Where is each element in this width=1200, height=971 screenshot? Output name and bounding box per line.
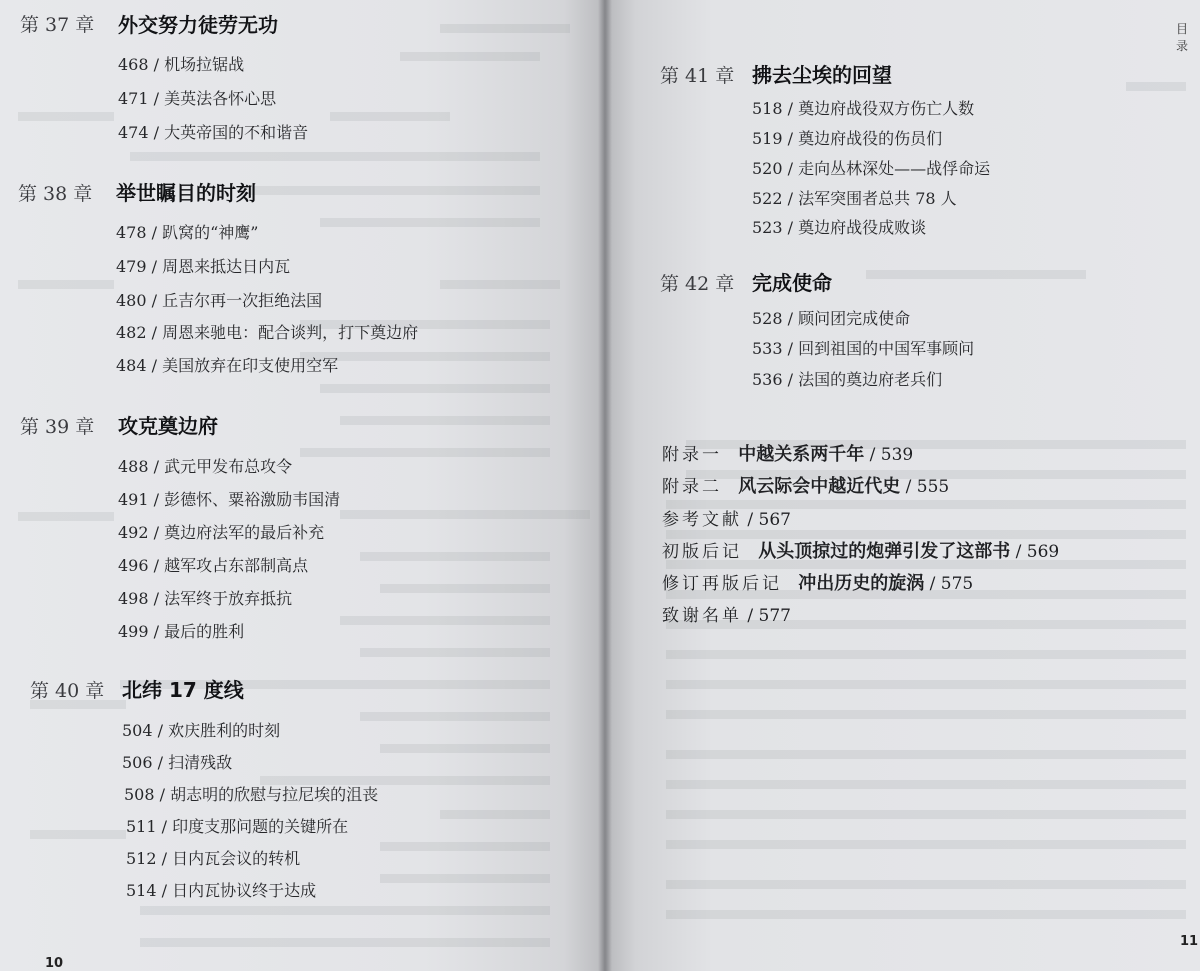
toc-entry[interactable]: 491 / 彭德怀、粟裕激励韦国清 <box>118 490 341 509</box>
show-through-bar <box>666 780 1186 789</box>
right-page <box>606 0 1200 971</box>
chapter-number: 第 38 章 <box>18 183 93 205</box>
chapter-number: 第 37 章 <box>20 14 95 36</box>
show-through-bar <box>666 710 1186 719</box>
toc-entry[interactable]: 514 / 日内瓦协议终于达成 <box>126 881 317 900</box>
show-through-bar <box>360 552 550 561</box>
chapter-number: 第 42 章 <box>660 273 735 295</box>
appendix-page: / 577 <box>747 606 791 626</box>
chapter-title: 北纬 17 度线 <box>122 678 244 702</box>
toc-entry[interactable]: 520 / 走向丛林深处——战俘命运 <box>752 159 991 178</box>
chapter-number: 第 41 章 <box>660 65 735 87</box>
chapter-number: 第 39 章 <box>20 416 95 438</box>
toc-entry[interactable]: 522 / 法军突围者总共 78 人 <box>752 189 957 208</box>
show-through-bar <box>380 584 550 593</box>
appendix-entry[interactable] <box>662 537 1059 563</box>
chapter-title: 外交努力徒劳无功 <box>118 13 278 37</box>
show-through-bar <box>360 648 550 657</box>
page-number: 10 <box>45 956 64 971</box>
appendix-label: 附录一 <box>662 445 722 465</box>
toc-entry[interactable]: 474 / 大英帝国的不和谐音 <box>118 123 309 142</box>
toc-entry[interactable]: 512 / 日内瓦会议的转机 <box>126 849 301 868</box>
page-number: 11 <box>1180 934 1199 949</box>
show-through-bar <box>440 24 570 33</box>
chapter-number: 第 40 章 <box>30 680 105 702</box>
show-through-bar <box>380 842 550 851</box>
appendix-entry[interactable] <box>662 440 913 466</box>
toc-entry[interactable]: 499 / 最后的胜利 <box>118 622 245 641</box>
toc-entry[interactable]: 519 / 奠边府战役的伤员们 <box>752 129 943 148</box>
show-through-bar <box>18 512 114 521</box>
show-through-bar <box>30 830 126 839</box>
show-through-bar <box>18 280 114 289</box>
toc-entry[interactable]: 478 / 趴窝的“神鹰” <box>116 223 259 242</box>
toc-entry[interactable]: 506 / 扫清残敌 <box>122 753 233 772</box>
show-through-bar <box>380 744 550 753</box>
toc-entry[interactable]: 523 / 奠边府战役成败谈 <box>752 218 927 237</box>
book-gutter <box>598 0 612 971</box>
appendix-label: 初版后记 <box>662 542 742 562</box>
running-head: 目 录 <box>1176 22 1195 53</box>
show-through-bar <box>130 152 540 161</box>
show-through-bar <box>866 270 1086 279</box>
show-through-bar <box>440 280 560 289</box>
chapter-title: 完成使命 <box>752 271 832 295</box>
appendix-entry[interactable] <box>662 601 791 626</box>
show-through-bar <box>440 810 550 819</box>
toc-entry[interactable]: 471 / 美英法各怀心思 <box>118 89 277 108</box>
toc-entry[interactable]: 533 / 回到祖国的中国军事顾问 <box>752 339 975 358</box>
show-through-bar <box>400 52 540 61</box>
appendix-title: 冲出历史的旋涡 <box>798 573 925 594</box>
show-through-bar <box>380 874 550 883</box>
toc-entry[interactable]: 498 / 法军终于放弃抵抗 <box>118 589 293 608</box>
appendix-entry[interactable] <box>662 505 791 530</box>
toc-entry[interactable]: 480 / 丘吉尔再一次拒绝法国 <box>116 291 323 310</box>
show-through-bar <box>320 218 540 227</box>
toc-entry[interactable]: 511 / 印度支那问题的关键所在 <box>126 817 349 836</box>
toc-entry[interactable]: 488 / 武元甲发布总攻令 <box>118 457 293 476</box>
show-through-bar <box>340 616 550 625</box>
chapter-title: 举世瞩目的时刻 <box>116 181 256 205</box>
toc-entry[interactable]: 508 / 胡志明的欣慰与拉尼埃的沮丧 <box>124 785 379 804</box>
toc-entry[interactable]: 468 / 机场拉锯战 <box>118 55 245 74</box>
show-through-bar <box>666 910 1186 919</box>
toc-entry[interactable]: 536 / 法国的奠边府老兵们 <box>752 370 943 389</box>
appendix-entry[interactable] <box>662 569 973 595</box>
toc-entry[interactable]: 496 / 越军攻占东部制高点 <box>118 556 309 575</box>
show-through-bar <box>666 840 1186 849</box>
toc-entry[interactable]: 484 / 美国放弃在印支使用空军 <box>116 356 339 375</box>
toc-entry[interactable]: 492 / 奠边府法军的最后补充 <box>118 523 325 542</box>
appendix-page: / 569 <box>1015 542 1060 562</box>
show-through-bar <box>18 112 114 121</box>
appendix-label: 附录二 <box>662 477 722 497</box>
toc-entry[interactable]: 504 / 欢庆胜利的时刻 <box>122 721 281 740</box>
appendix-page: / 575 <box>929 574 974 594</box>
show-through-bar <box>330 112 450 121</box>
show-through-bar <box>140 938 550 947</box>
toc-entry[interactable]: 528 / 顾问团完成使命 <box>752 309 911 328</box>
chapter-title: 攻克奠边府 <box>118 414 218 438</box>
show-through-bar <box>250 186 540 195</box>
appendix-entry[interactable] <box>662 472 949 498</box>
appendix-title: 风云际会中越近代史 <box>738 476 901 497</box>
toc-entry[interactable]: 479 / 周恩来抵达日内瓦 <box>116 257 291 276</box>
show-through-bar <box>1126 82 1186 91</box>
show-through-bar <box>340 416 550 425</box>
show-through-bar <box>320 384 550 393</box>
appendix-label: 致谢名单 <box>662 606 742 626</box>
show-through-bar <box>140 906 550 915</box>
show-through-bar <box>666 750 1186 759</box>
toc-entry[interactable]: 482 / 周恩来驰电：配合谈判，打下奠边府 <box>116 323 419 342</box>
appendix-label: 修订再版后记 <box>662 574 782 594</box>
show-through-bar <box>666 680 1186 689</box>
show-through-bar <box>666 810 1186 819</box>
appendix-page: / 567 <box>747 510 791 530</box>
appendix-title: 中越关系两千年 <box>738 444 865 465</box>
chapter-title: 拂去尘埃的回望 <box>752 63 892 87</box>
appendix-label: 参考文献 <box>662 510 742 530</box>
show-through-bar <box>666 880 1186 889</box>
appendix-page: / 555 <box>905 477 950 497</box>
show-through-bar <box>666 650 1186 659</box>
show-through-bar <box>300 448 550 457</box>
appendix-page: / 539 <box>869 445 914 465</box>
toc-entry[interactable]: 518 / 奠边府战役双方伤亡人数 <box>752 99 975 118</box>
show-through-bar <box>360 712 550 721</box>
show-through-bar <box>340 510 590 519</box>
appendix-title: 从头顶掠过的炮弹引发了这部书 <box>758 541 1011 562</box>
